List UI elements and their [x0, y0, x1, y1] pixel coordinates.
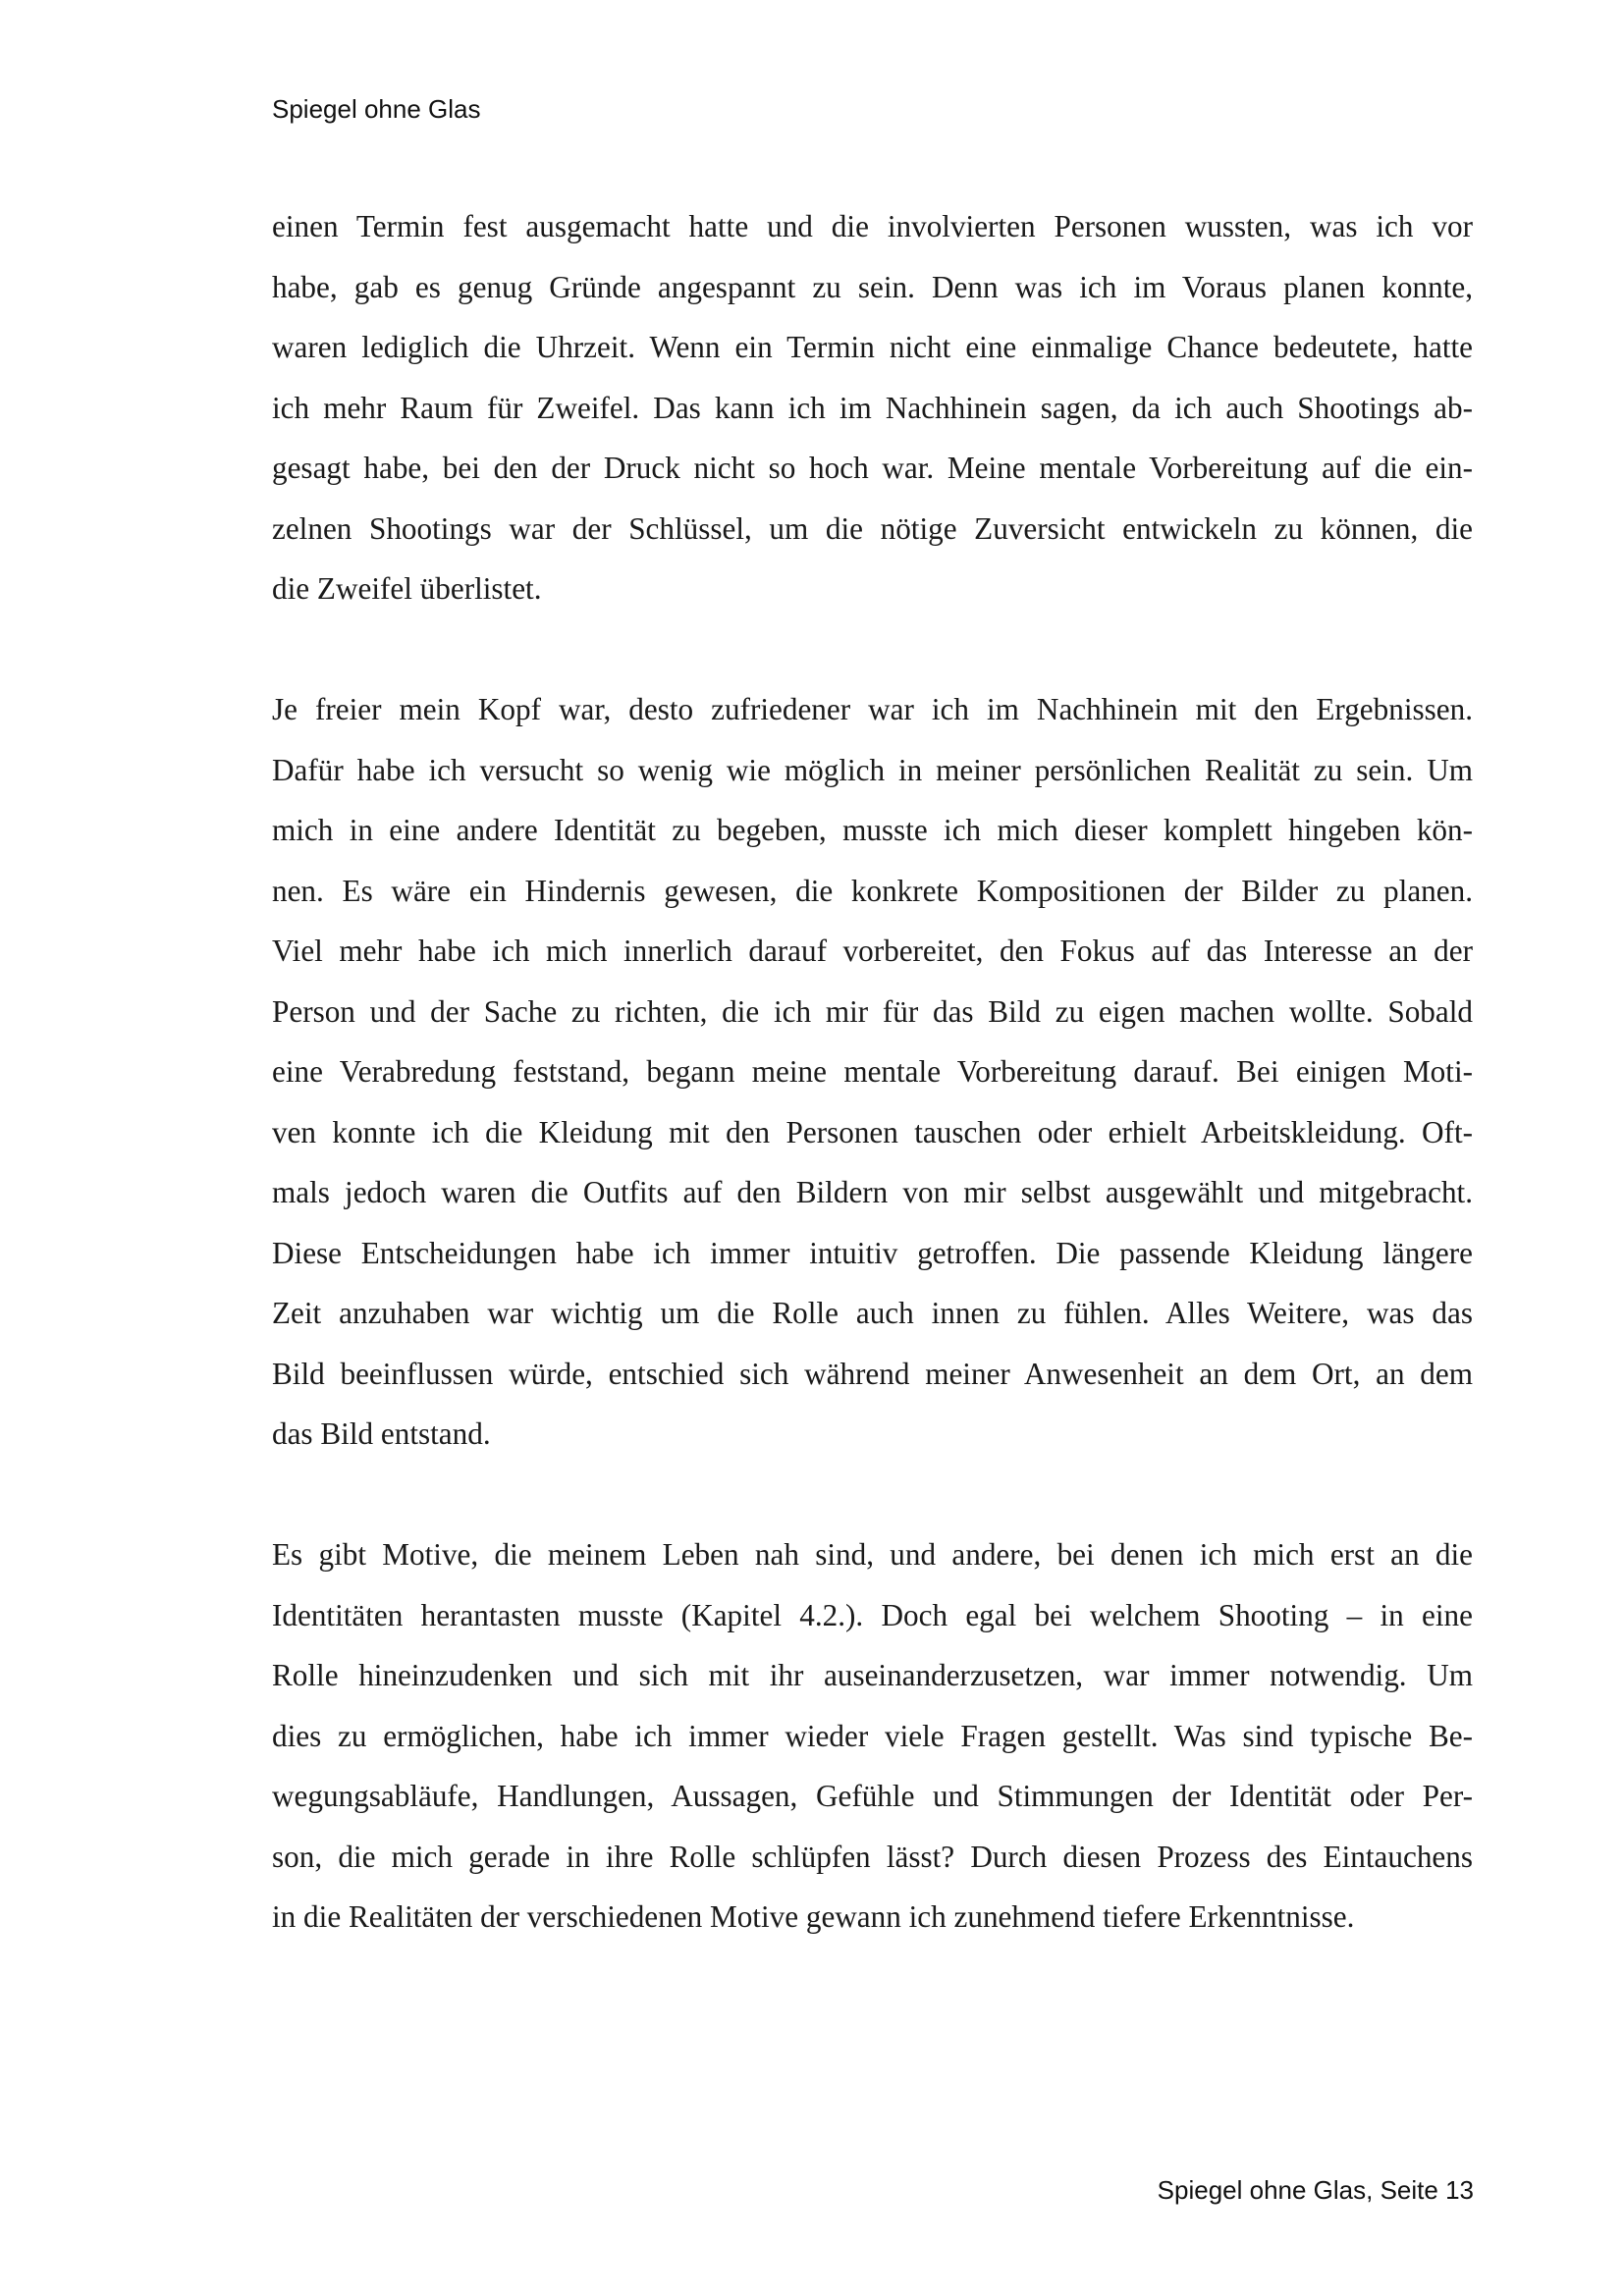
text-line: das Bild entstand.	[272, 1416, 491, 1451]
paragraph-2	[272, 679, 1473, 1465]
text-line: einen Termin fest ausgemacht hatte und die involvierten Personen wussten, was ich vor	[272, 209, 1473, 243]
text-line: mich in eine andere Identität zu begeben, musste ich mich dieser komplett hingeben kön-	[272, 813, 1473, 847]
body-text	[272, 196, 1473, 1948]
text-line: ven konnte ich die Kleidung mit den Personen tauschen oder erhielt Arbeitskleidung. Oft-	[272, 1114, 1473, 1149]
text-line: waren lediglich die Uhrzeit. Wenn ein Termin nicht eine einmalige Chance bedeutete, hatte	[272, 330, 1473, 364]
text-line: Person und der Sache zu richten, die ich mir für das Bild zu eigen machen wollte. Sobald	[272, 993, 1473, 1029]
text-line: Zeit anzuhaben war wichtig um die Rolle auch innen zu fühlen. Alles Weitere, was das	[272, 1296, 1473, 1330]
text-line: habe, gab es genug Gründe angespannt zu sein. Denn was ich im Voraus planen konnte,	[272, 269, 1473, 304]
text-line: eine Verabredung feststand, begann meine mentale Vorbereitung darauf. Bei einigen Moti-	[272, 1054, 1473, 1089]
text-line: Bild beeinflussen würde, entschied sich während meiner Anwesenheit an dem Ort, an dem	[272, 1356, 1473, 1391]
text-line: nen. Es wäre ein Hindernis gewesen, die konkrete Kompositionen der Bilder zu planen.	[272, 873, 1473, 908]
running-footer-page-number: Spiegel ohne Glas, Seite 13	[1157, 2175, 1474, 2205]
text-line: ich mehr Raum für Zweifel. Das kann ich im Nachhinein sagen, da ich auch Shootings ab-	[272, 390, 1473, 425]
text-line: in die Realitäten der verschiedenen Motive gewann ich zunehmend tiefere Erkenntnisse.	[272, 1899, 1355, 1934]
text-line: zelnen Shootings war der Schlüssel, um die nötige Zuversicht entwickeln zu können, die	[272, 510, 1473, 546]
text-line: Je freier mein Kopf war, desto zufriedener war ich im Nachhinein mit den Ergebnissen.	[272, 692, 1473, 726]
paragraph-3	[272, 1524, 1473, 1948]
text-line: son, die mich gerade in ihre Rolle schlüpfen lässt? Durch diesen Prozess des Eintauchens	[272, 1839, 1473, 1874]
text-line: Es gibt Motive, die meinem Leben nah sind, und andere, bei denen ich mich erst an die	[272, 1537, 1473, 1572]
text-line: dies zu ermöglichen, habe ich immer wieder viele Fragen gestellt. Was sind typische Be-	[272, 1718, 1473, 1753]
text-line: Viel mehr habe ich mich innerlich darauf vorbereitet, den Fokus auf das Interesse an der	[272, 934, 1473, 968]
text-line: Dafür habe ich versucht so wenig wie möglich in meiner persönlichen Realität zu sein. Um	[272, 752, 1473, 787]
text-line: gesagt habe, bei den der Druck nicht so hoch war. Meine mentale Vorbereitung auf die ein-	[272, 451, 1473, 485]
paragraph-spacer	[272, 1465, 1473, 1525]
paragraph-1	[272, 196, 1473, 619]
text-line: Identitäten herantasten musste (Kapitel 4.2.). Doch egal bei welchem Shooting – in eine	[272, 1597, 1473, 1632]
text-line: Rolle hineinzudenken und sich mit ihr auseinanderzusetzen, war immer notwendig. Um	[272, 1658, 1473, 1692]
text-line: wegungsabläufe, Handlungen, Aussagen, Gefühle und Stimmungen der Identität oder Per-	[272, 1779, 1473, 1813]
text-line: die Zweifel überlistet.	[272, 571, 542, 606]
text-line: mals jedoch waren die Outfits auf den Bildern von mir selbst ausgewählt und mitgebracht.	[272, 1175, 1473, 1209]
running-header: Spiegel ohne Glas	[272, 94, 481, 124]
text-line: Diese Entscheidungen habe ich immer intuitiv getroffen. Die passende Kleidung längere	[272, 1235, 1473, 1270]
paragraph-spacer	[272, 619, 1473, 680]
